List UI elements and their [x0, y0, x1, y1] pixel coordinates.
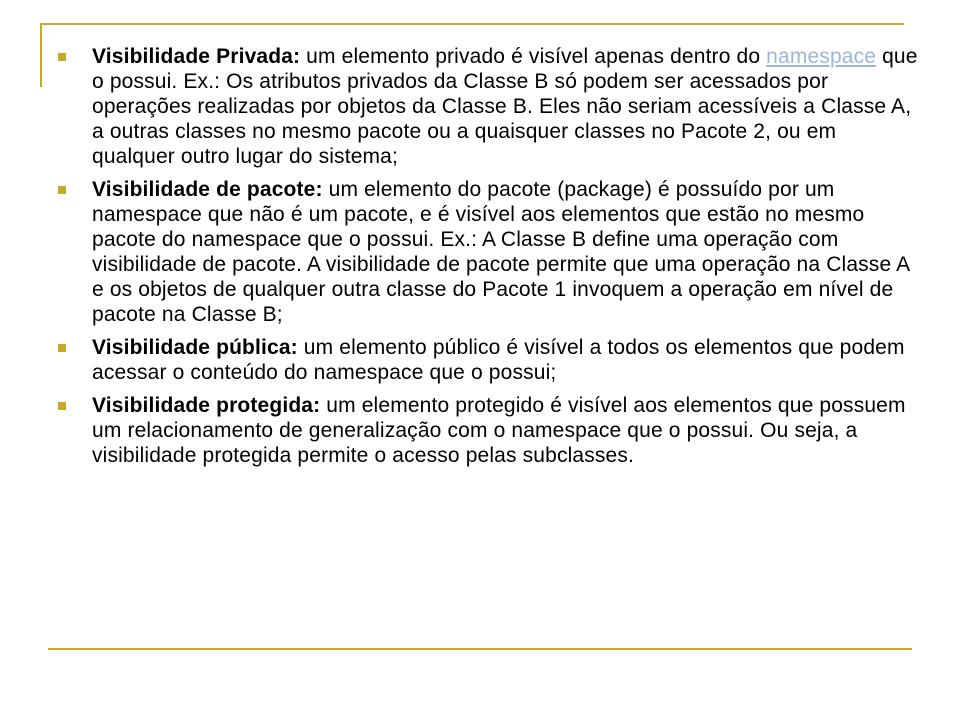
text-protected: um elemento protegido é visível aos elementos que possuem um relacionamento de generalização com o namespace que o possui. Ou seja, a visibilidade protegida permite o acesso pelas subclasses. — [92, 394, 906, 467]
text-public: um elemento público é visível a todos os elementos que podem acessar o conteúdo do namespace que o possui; — [92, 336, 905, 384]
term-package: Visibilidade de pacote: — [92, 178, 323, 201]
top-rule — [40, 23, 904, 25]
bullet-list — [58, 44, 918, 476]
bullet-item-private — [58, 44, 918, 169]
text-package: um elemento do pacote (package) é possuído por um namespace que não é um pacote, e é visível aos elementos que estão no mesmo pacote do namespace que o possui. Ex.: A Classe B define uma operação com visibilidade de pacote. A visibilidade de pacote permite que uma operação na Classe A e os objetos de qualquer outra classe do Pacote 1 invoquem a operação em nível de pacote na Classe B; — [92, 178, 910, 326]
bullet-item-package — [58, 177, 918, 327]
left-rule — [40, 23, 42, 87]
namespace-link[interactable]: namespace — [766, 45, 877, 68]
bullet-item-protected — [58, 393, 918, 468]
term-private: Visibilidade Privada: — [92, 45, 301, 68]
term-protected: Visibilidade protegida: — [92, 394, 321, 417]
text-private-after-link: que o possui. Ex.: Os atributos privados da Classe B só podem ser acessados por operações realizadas por objetos da Classe B. Eles não seriam acessíveis a Classe A, a outras classes no mesmo pacote ou a quaisquer classes no Pacote 2, ou em qualquer outro lugar do sistema; — [92, 45, 918, 168]
text-private-before-link: um elemento privado é visível apenas dentro do — [300, 45, 767, 68]
square-bullet-icon — [58, 402, 66, 410]
bullet-item-public — [58, 335, 918, 385]
bottom-rule — [48, 648, 912, 650]
square-bullet-icon — [58, 344, 66, 352]
term-public: Visibilidade pública: — [92, 336, 298, 359]
square-bullet-icon — [58, 186, 66, 194]
square-bullet-icon — [58, 53, 66, 61]
